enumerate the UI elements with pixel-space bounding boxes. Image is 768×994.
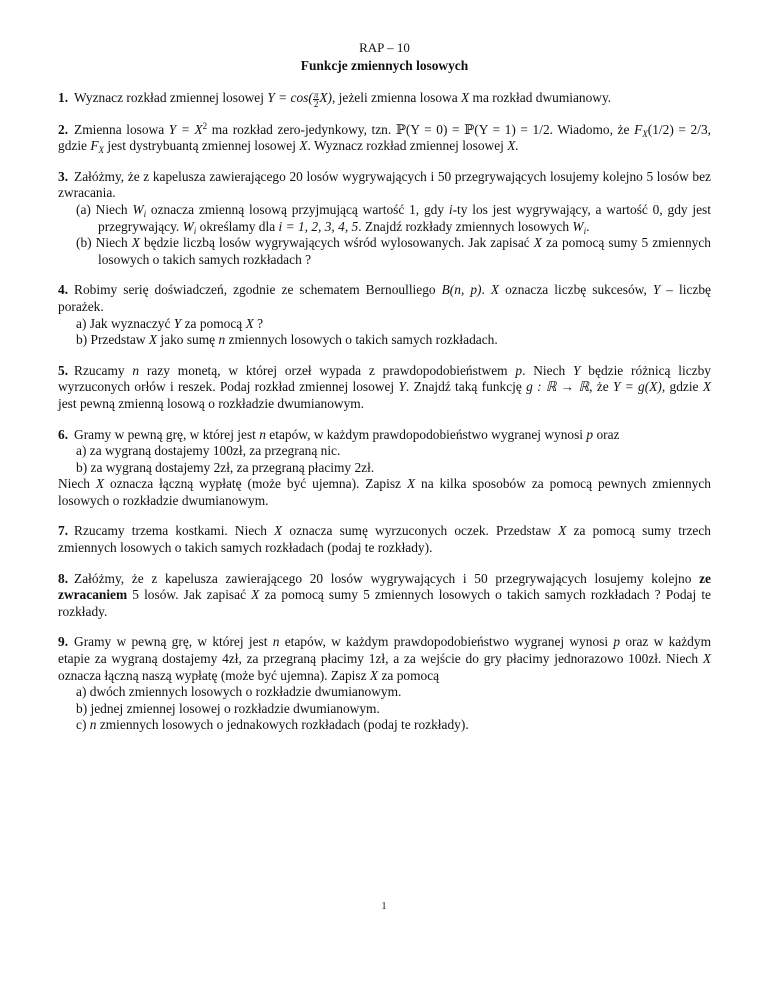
problem-8: 8. Załóżmy, że z kapelusza zawierającego 20 losów wygrywających i 50 przegrywających losujemy kolejno ze zwracaniem 5 losów. Jak zapisać X za pomocą sumy 5 zmiennych losowych o takich samych rozkładach ? Podaj te rozkłady. — [58, 570, 711, 619]
problem-6-conclusion: Niech X oznacza łączną wypłatę (może być ujemna). Zapisz X na kilka sposobów za pomocą pewnych zmiennych losowych o rozkładzie dwumianowym. — [58, 476, 711, 508]
fraction-pi-2: $\frac{\pi}{2}$ — [313, 89, 319, 109]
problem-6: 6. Gramy w pewną grę, w której jest n etapów, w każdym prawdopodobieństwo wygranej wynosi p oraz a) za wygraną dostajemy 100zł, za przegraną nic. b) za wygraną dostajemy 2zł, za przegraną płacimy 2zł. Niech X oznacza łączną wypłatę (może być ujemna). Zapisz X na kilka sposobów za pomocą pewnych zmiennych losowych o rozkładzie dwumianowym. — [58, 426, 711, 508]
problem-number: 7. — [58, 523, 69, 539]
problem-6-part-b: b) za wygraną dostajemy 2zł, za przegraną płacimy 2zł. — [76, 459, 375, 475]
problem-3-part-a: (a) Niech $W_i$ oznacza zmienną losową przyjmującą wartość 1, gdy i-ty los jest wygrywający, a wartość 0, gdy jest przegrywający. $W_i$ określamy dla i = 1, 2, 3, 4, 5. Znajdź rozkłady zmiennych losowych $W_i$. — [76, 201, 711, 236]
problem-9: 9. Gramy w pewną grę, w której jest n etapów, w każdym prawdopodobieństwo wygranej wynosi p oraz w każdym etapie za wygraną dostajemy 4zł, za przegraną płacimy 1zł, a za wejście do gry płacimy jednorazowo 100zł. Niech X oznacza łączną naszą wypłatę (może być ujemna). Zapisz X za pomocą a) dwóch zmiennych losowych o rozkładzie dwumianowym. b) jednej zmiennej losowej o rozkładzie dwumianowym. c) n zmiennych losowych o jednakowych rozkładach (podaj te rozkłady). — [58, 634, 711, 733]
problem-number: 1. — [58, 90, 69, 106]
emphasis-with-replacement: ze zwracaniem — [58, 570, 711, 603]
problem-number: 9. — [58, 634, 69, 650]
document-page — [58, 40, 711, 734]
problem-4: 4. Robimy serię doświadczeń, zgodnie ze schematem Bernoulliego B(n, p). X oznacza liczbę sukcesów, Y – liczbę porażek. a) Jak wyznaczyć Y za pomocą X ? b) Przedstaw X jako sumę n zmiennych losowych o takich samych rozkładach. — [58, 282, 712, 348]
problem-9-part-b: b) jednej zmiennej losowej o rozkładzie dwumianowym. — [76, 700, 380, 716]
problem-number: 3. — [58, 168, 69, 184]
problem-3: 3. Załóżmy, że z kapelusza zawierającego 20 losów wygrywających i 50 przegrywających losujemy kolejno 5 losów bez zwracania. (a) Niech $W_i$ oznacza zmienną losową przyjmującą wartość 1, gdy i-ty los jest wygrywający, a wartość 0, gdy jest przegrywający. $W_i$ określamy dla i = 1, 2, 3, 4, 5. Znajdź rozkłady zmiennych losowych $W_i$. (b) Niech X będzie liczbą losów wygrywających wśród wylosowanych. Jak zapisać X za pomocą sumy 5 zmiennych losowych o takich samych rozkładach ? — [58, 168, 711, 267]
problem-5: 5. Rzucamy n razy monetą, w której orzeł wypada z prawdopodobieństwem p. Niech Y będzie różnicą liczby wyrzuconych orłów i reszek. Podaj rozkład zmiennej losowej Y. Znajdź taką funkcję g : ℝ → ℝ, że Y = g(X), gdzie X jest pewną zmienną losową o rozkładzie dwumianowym. — [58, 362, 711, 411]
problem-number: 5. — [58, 362, 69, 378]
problem-1: 1. Wyznacz rozkład zmiennej losowej Y = cos( $\frac{\pi}{2}$ X), jeżeli zmienna losowa X ma rozkład dwumianowy. — [58, 89, 612, 109]
problem-9-part-a: a) dwóch zmiennych losowych o rozkładzie dwumianowym. — [76, 684, 402, 700]
problem-number: 2. — [58, 121, 69, 137]
problem-number: 6. — [58, 426, 69, 442]
problem-3-part-b: (b) Niech X będzie liczbą losów wygrywających wśród wylosowanych. Jak zapisać X za pomocą sumy 5 zmiennych losowych o takich samych rozkładach ? — [76, 235, 711, 267]
problem-number: 4. — [58, 282, 69, 298]
problem-7: 7. Rzucamy trzema kostkami. Niech X oznacza sumę wyrzuconych oczek. Przedstaw X za pomocą sumy trzech zmiennych losowych o takich samych rozkładach (podaj te rozkłady). — [58, 523, 711, 556]
problem-4-part-a: a) Jak wyznaczyć Y za pomocą X ? — [76, 315, 264, 331]
problem-6-part-a: a) za wygraną dostajemy 100zł, za przegraną nic. — [76, 443, 341, 459]
problem-4-part-b: b) Przedstaw X jako sumę n zmiennych losowych o takich samych rozkładach. — [76, 332, 498, 348]
course-code: RAP – 10 — [359, 40, 410, 55]
problem-number: 8. — [58, 570, 69, 586]
problem-9-part-c: c) n zmiennych losowych o jednakowych rozkładach (podaj te rozkłady). — [76, 717, 469, 733]
problem-2: 2. Zmienna losowa $Y = X^2$ ma rozkład zero-jedynkowy, tzn. ℙ(Y = 0) = ℙ(Y = 1) = 1/2. Wiadomo, że $F_X(1/2) = 2/3$, gdzie $F_X$ jest dystrybuantą zmiennej losowej X. Wyznacz rozkład zmiennej losowej X. — [58, 120, 711, 156]
page-number: 1 — [381, 901, 387, 912]
page-title: Funkcje zmiennych losowych — [300, 57, 469, 73]
document-header — [58, 40, 711, 74]
